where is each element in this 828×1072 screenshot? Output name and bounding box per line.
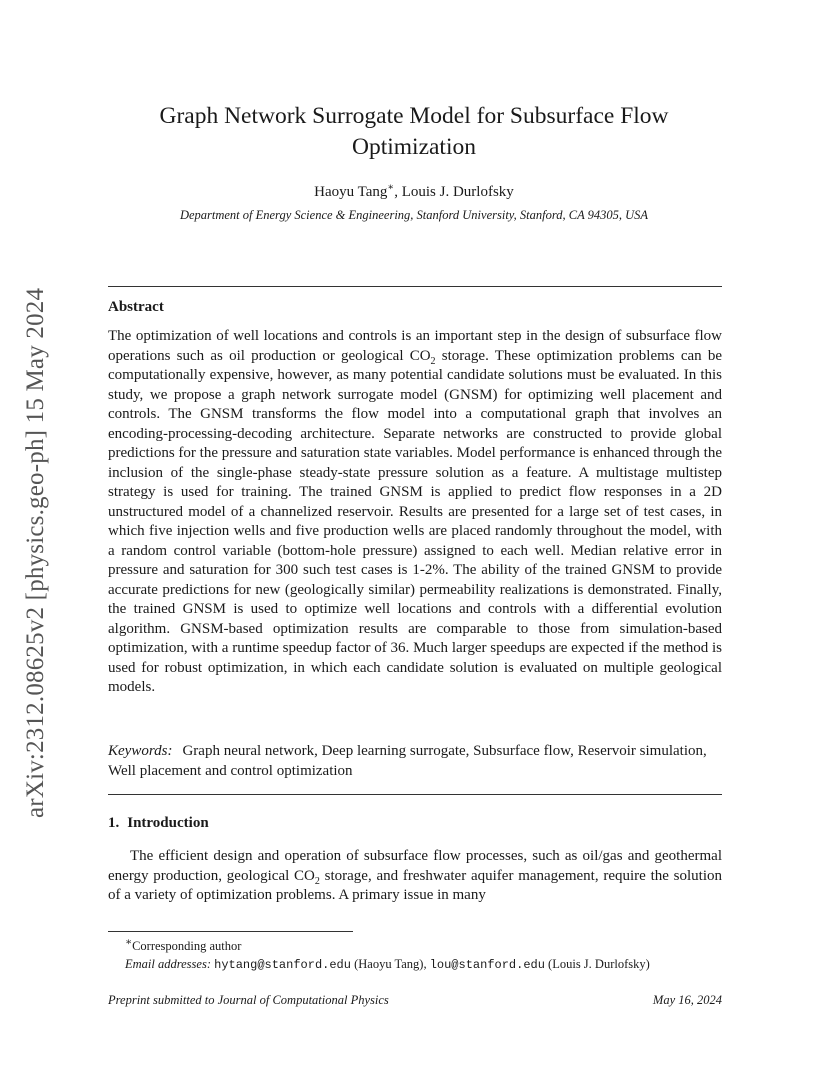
abstract-heading: Abstract — [108, 299, 164, 315]
section-title: Introduction — [127, 815, 209, 831]
corresponding-author-mark: ∗ — [387, 182, 395, 193]
intro-subscript: 2 — [314, 875, 320, 887]
email-1-owner: (Haoyu Tang), — [350, 957, 430, 972]
title-line-1: Graph Network Surrogate Model for Subsurface Flow — [159, 103, 669, 129]
footnote-corresponding — [108, 934, 722, 955]
abstract-subscript: 2 — [430, 355, 436, 367]
email-label: Email addresses: — [125, 957, 211, 972]
paper-title — [108, 101, 720, 163]
keywords-label: Keywords: — [108, 743, 173, 759]
author-2: , Louis J. Durlofsky — [394, 184, 514, 200]
author-list — [108, 182, 720, 201]
section-heading-introduction — [108, 815, 209, 832]
footnote-mark: ∗ — [125, 937, 133, 948]
keywords — [108, 742, 722, 781]
footnote-divider — [108, 931, 353, 932]
footnote-corresponding-text: Corresponding author — [132, 939, 242, 954]
abstract-text-part-2: storage. These optimization problems can be computationally expensive, however, as many potential candidate solutions must be evaluated. In this study, we propose a graph network surrogate model (GNSM) for optimizing well placement and controls. The GNSM transforms the flow model into a computational graph that involves an encoding-processing-decoding architecture. Separate networks are constructed to provide global predictions for the pressure and saturation state variables. Model performance is enhanced through the inclusion of the single-phase steady-state pressure solution as a feature. A multistage multistep strategy is used for training. The trained GNSM is applied to predict flow responses in a 2D unstructured model of a channelized reservoir. Results are presented for a large set of test cases, in which five injection wells and five production wells are placed randomly throughout the model, with a random control variable (bottom-hole pressure) assigned to each well. Median relative error in pressure and saturation for 300 such test cases is 1-2%. The ability of the trained GNSM to provide accurate predictions for new (geologically similar) permeability realizations is demonstrated. Finally, the trained GNSM is used to optimize well locations and controls with a differential evolution algorithm. GNSM-based optimization results are comparable to those from simulation-based optimization, with a runtime speedup factor of 36. Much larger speedups are expected if the method is used for robust optimization, in which each candidate solution is evaluated on multiple geological models. — [108, 347, 723, 695]
footnote-emails — [108, 955, 722, 974]
arxiv-identifier-stamp: arXiv:2312.08625v2 [physics.geo-ph] 15 May 2024 — [22, 287, 49, 818]
author-1: Haoyu Tang — [314, 184, 388, 200]
introduction-paragraph — [108, 847, 722, 906]
bottom-divider — [108, 794, 722, 795]
abstract-text-part-1: The optimization of well locations and controls is an important step in the design of subsurface flow operations such as oil production or geological CO — [108, 328, 722, 364]
intro-text-part-2: storage, and freshwater aquifer management, require the solution of a variety of optimization problems. A primary issue in many — [108, 867, 723, 903]
email-link-2[interactable]: lou@stanford.edu — [429, 958, 545, 973]
footer-date: May 16, 2024 — [652, 993, 722, 1007]
abstract-body — [108, 327, 722, 698]
footnote — [108, 934, 722, 974]
intro-text-part-1: The efficient design and operation of subsurface flow processes, such as oil/gas and geothermal energy production, geological CO — [108, 848, 722, 884]
email-2-owner: (Louis J. Durlofsky) — [544, 957, 650, 972]
section-number: 1. — [108, 815, 120, 831]
title-line-2: Optimization — [351, 134, 476, 160]
email-link-1[interactable]: hytang@stanford.edu — [214, 958, 351, 973]
footer-journal: Preprint submitted to Journal of Computational Physics — [108, 993, 389, 1007]
top-divider — [108, 286, 722, 287]
affiliation: Department of Energy Science & Engineering, Stanford University, Stanford, CA 94305, USA — [179, 208, 649, 222]
keywords-text: Graph neural network, Deep learning surrogate, Subsurface flow, Reservoir simulation, Well placement and control optimization — [108, 743, 707, 779]
